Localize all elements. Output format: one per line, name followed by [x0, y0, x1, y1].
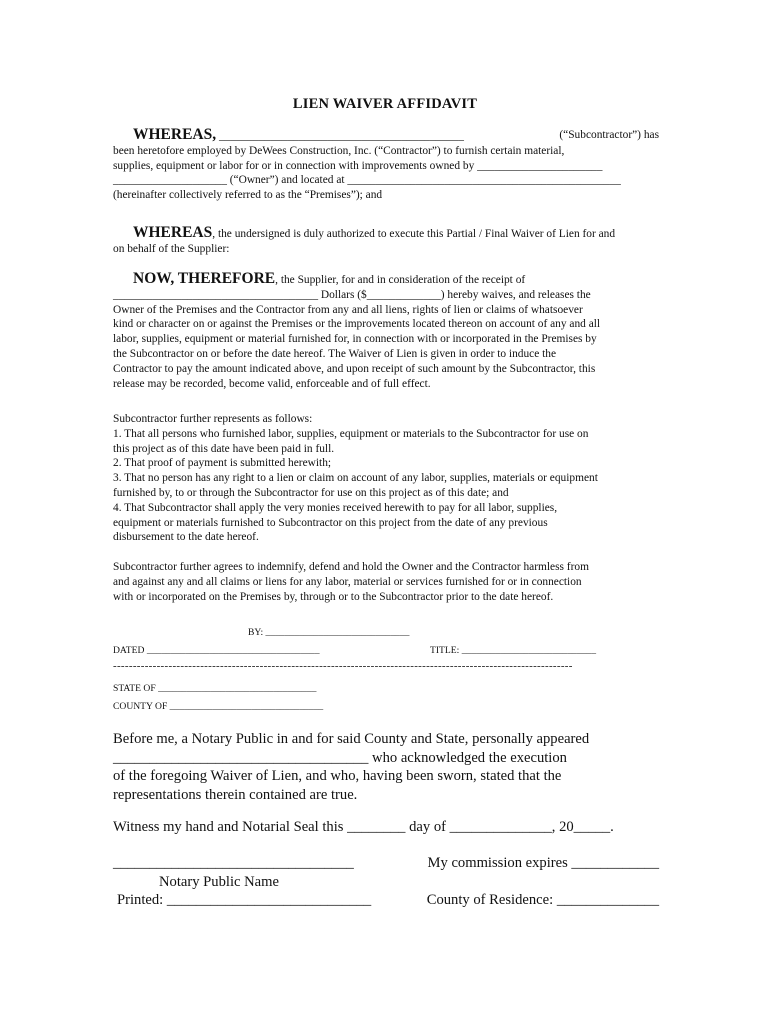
indemnify-line: Subcontractor further agrees to indemnify, defend and hold the Owner and the Contractor harmless from	[113, 561, 589, 573]
release-line: Owner of the Premises and the Contractor from any and all liens, rights of lien or claims of whatsoever	[113, 303, 583, 316]
notary-signature-line[interactable]: _________________________________	[113, 855, 354, 871]
document-title: LIEN WAIVER AFFIDAVIT	[292, 96, 478, 112]
notary-line-4: representations therein contained are true.	[113, 786, 358, 803]
representations-line: 4. That Subcontractor shall apply the very monies received herewith to pay for all labor, supplies,	[113, 501, 558, 514]
indemnification-section	[113, 560, 659, 604]
by-signature-line[interactable]: BY: ______________________________	[248, 627, 410, 638]
notary-acknowledgment	[113, 730, 659, 804]
owner-blank-line[interactable]: supplies, equipment or labor for or in connection with improvements owned by ______________________	[113, 159, 603, 172]
representations-line: 3. That no person has any right to a lien or claim on account of any labor, supplies, materials or equipment	[113, 472, 598, 485]
notary-line-3: of the foregoing Waiver of Lien, and who, having been sworn, stated that the	[113, 768, 562, 785]
representations-line: disbursement to the date hereof.	[113, 531, 259, 544]
witness-line[interactable]: Witness my hand and Notarial Seal this ________ day of ______________, 20_____.	[113, 819, 614, 835]
section-divider: --------------------------------------------------------------------------------------------------------------------	[113, 660, 573, 672]
representations-section	[113, 412, 659, 545]
dated-field[interactable]: DATED ____________________________________	[113, 645, 320, 656]
subcontractor-label: (“Subcontractor”) has	[559, 129, 659, 141]
indemnify-line: and against any and all claims or liens for any labor, material or services furnished for or in connection	[113, 575, 582, 588]
commission-expires-field[interactable]: My commission expires ____________	[427, 855, 659, 871]
whereas-authorization-clause	[113, 226, 659, 257]
whereas2-line-2: on behalf of the Supplier:	[113, 242, 230, 255]
now-therefore-line-1: , the Supplier, for and in consideration of the receipt of	[275, 274, 526, 286]
notary-public-name-label: Notary Public Name	[159, 873, 279, 890]
now-therefore-clause	[113, 272, 659, 391]
whereas2-lead: WHEREAS	[133, 224, 213, 241]
representations-line: 1. That all persons who furnished labor, supplies, equipment or materials to the Subcontractor for use on	[113, 427, 589, 440]
representations-line: Subcontractor further represents as follows:	[113, 413, 313, 425]
notary-signature-row	[113, 854, 659, 910]
release-line: the Subcontractor on or before the date hereof. The Waiver of Lien is given in order to induce the	[113, 347, 557, 360]
whereas-subcontractor-clause	[113, 128, 659, 203]
release-line: Contractor to pay the amount indicated above, and upon receipt of such amount by the Subcontractor, this	[113, 362, 596, 375]
whereas-lead: WHEREAS,	[133, 126, 217, 143]
representations-line: furnished by, to or through the Subcontractor for use on this project as of this date; and	[113, 486, 509, 499]
title-field[interactable]: TITLE: ____________________________	[430, 645, 597, 656]
dollars-blank-line[interactable]: ____________________________________ Dollars ($_____________) hereby waives, and releases the	[113, 288, 591, 301]
representations-line: equipment or materials furnished to Subcontractor on this project from the date of any previous	[113, 516, 548, 529]
now-therefore-lead: NOW, THEREFORE	[133, 270, 276, 287]
whereas-line-2: been heretofore employed by DeWees Construction, Inc. (“Contractor”) to furnish certain material,	[113, 144, 565, 157]
county-of-residence-field[interactable]: County of Residence: ______________	[426, 892, 659, 909]
subcontractor-blank[interactable]: ___________________________________________	[218, 130, 464, 142]
state-of-field[interactable]: STATE OF _________________________________	[113, 683, 317, 694]
representations-line: 2. That proof of payment is submitted herewith;	[113, 457, 332, 470]
representations-line: this project as of this date have been paid in full.	[113, 442, 335, 455]
release-line: kind or character on or against the Premises or the improvements located thereon on account of any and all	[113, 318, 601, 331]
appeared-blank-line[interactable]: ___________________________________ who acknowledged the execution	[113, 749, 567, 766]
release-line: release may be recorded, become valid, enforceable and of full effect.	[113, 377, 431, 390]
printed-name-field[interactable]: Printed: ____________________________	[117, 892, 372, 909]
county-of-field[interactable]: COUNTY OF ________________________________	[113, 701, 324, 712]
whereas2-line-1: , the undersigned is duly authorized to execute this Partial / Final Waiver of Lien for and	[212, 228, 616, 240]
notary-line-1: Before me, a Notary Public in and for said County and State, personally appeared	[113, 731, 590, 747]
location-blank-line[interactable]: ____________________ (“Owner”) and located at ________________________________________________	[113, 174, 621, 187]
whereas-line-5: (hereinafter collectively referred to as the “Premises”); and	[113, 189, 383, 202]
indemnify-line: with or incorporated on the Premises by, through or to the Subcontractor prior to the date hereof.	[113, 590, 554, 603]
release-line: labor, supplies, equipment or material furnished for, in connection with or incorporated in the Premises by	[113, 333, 597, 346]
